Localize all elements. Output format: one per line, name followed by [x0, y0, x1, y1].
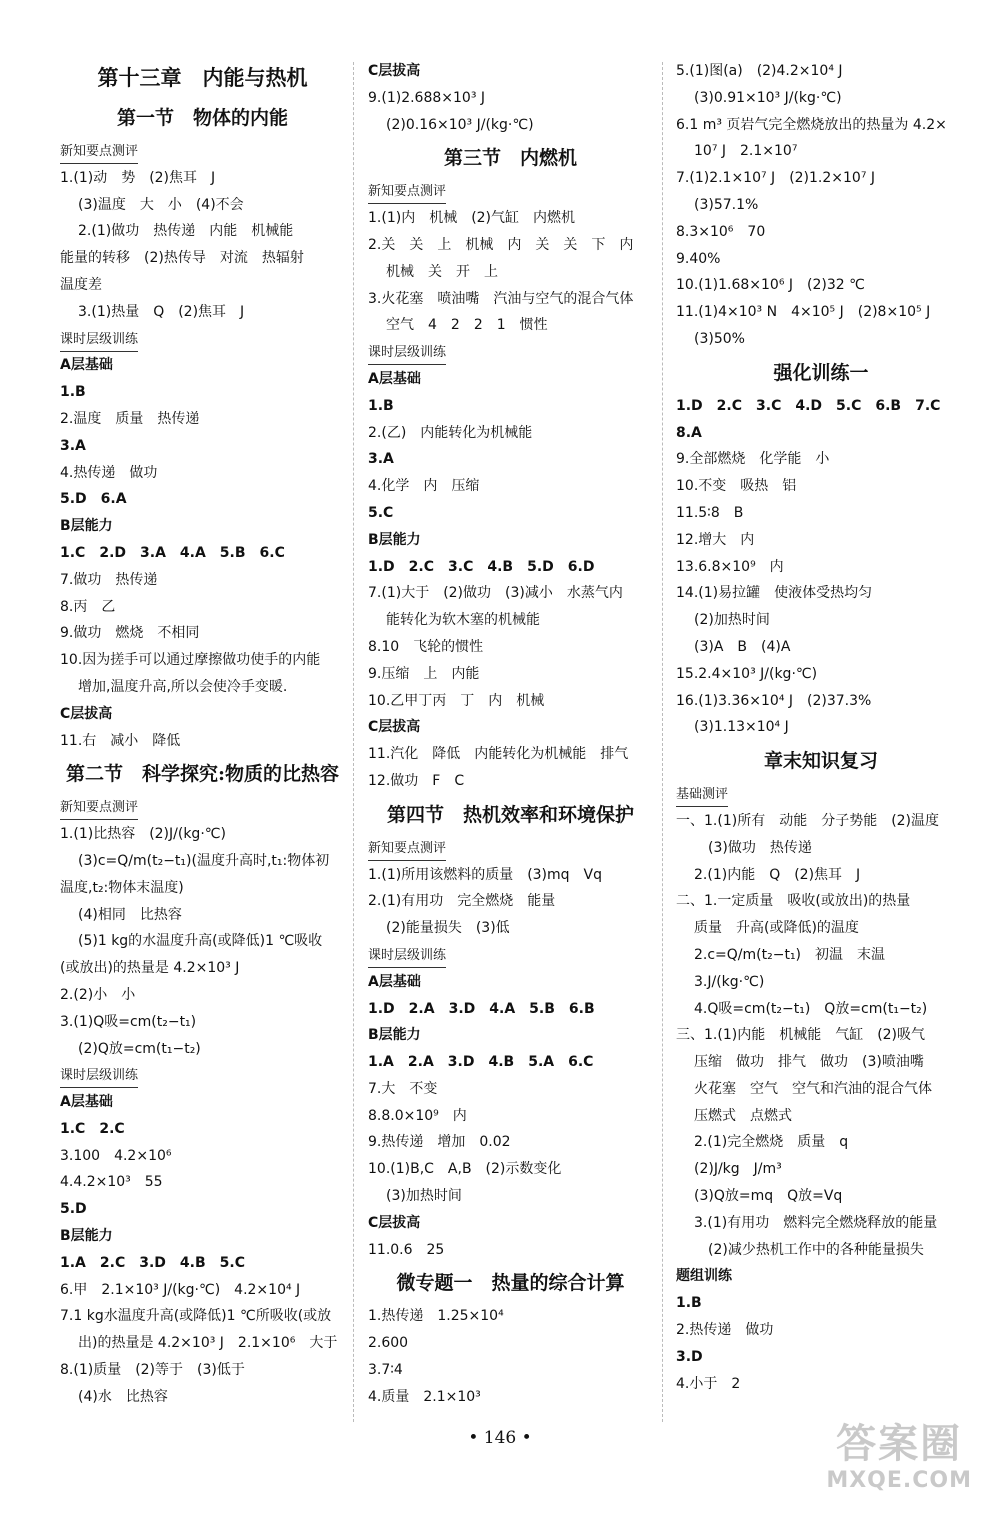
subsection-label-text: 新知要点测评: [368, 838, 446, 861]
answer-line: 4.小于 2: [676, 1375, 741, 1392]
answer-line: 3.100 4.2×10⁶: [60, 1147, 172, 1164]
answer-line: 3.J/(kg·℃): [694, 973, 765, 990]
answer-line: 5.D 6.A: [60, 491, 127, 508]
answer-line: 14.(1)易拉罐 使液体受热均匀: [676, 585, 873, 602]
level-heading: A层基础: [368, 973, 421, 990]
page-number: • 146 •: [468, 1428, 532, 1448]
answer-line: 1.B: [676, 1295, 702, 1312]
answer-line: 1.B: [60, 384, 86, 401]
answer-line: 2.热传递 做功: [676, 1322, 774, 1339]
level-heading: B层能力: [60, 518, 113, 535]
answer-line: 10.因为搓手可以通过摩擦做功使手的内能: [60, 652, 321, 669]
answer-line: 16.(1)3.36×10⁴ J (2)37.3%: [676, 692, 872, 709]
answer-line: (2)Q放=cm(t₁−t₂): [78, 1040, 201, 1057]
subsection-label-text: 新知要点测评: [368, 181, 446, 204]
subsection-label-text: 课时层级训练: [60, 1065, 138, 1088]
section-title: 强化训练一: [773, 361, 869, 384]
answer-line: 9.40%: [676, 250, 721, 267]
level-heading: C层拔高: [368, 1214, 421, 1231]
answer-column-3: [676, 58, 966, 1397]
answer-line: (3)1.13×10⁴ J: [694, 719, 789, 736]
answer-line: 3.D: [676, 1348, 703, 1365]
answer-line: 能量的转移 (2)热传导 对流 热辐射: [60, 250, 304, 267]
answer-line: (3)57.1%: [694, 196, 759, 213]
answer-line: 5.D: [60, 1201, 87, 1218]
answer-line: 3.A: [60, 437, 86, 454]
answer-line: (2)能量损失 (3)低: [386, 920, 510, 937]
answer-line: 7.(1)2.1×10⁷ J (2)1.2×10⁷ J: [676, 170, 876, 187]
answer-line: 2.关 关 上 机械 内 关 关 下 内: [368, 236, 634, 253]
answer-line: 1.(1)所用该燃料的质量 (3)mq Vq: [368, 866, 603, 883]
answer-line: 2.(乙) 内能转化为机械能: [368, 424, 533, 441]
answer-line: 8.10 飞轮的惯性: [368, 638, 484, 655]
answer-line: 3.火花塞 喷油嘴 汽油与空气的混合气体: [368, 290, 634, 307]
watermark-logo: [826, 1420, 972, 1493]
section-title: 第十三章 内能与热机: [97, 65, 308, 90]
answer-line: 4.Q吸=cm(t₂−t₁) Q放=cm(t₁−t₂): [694, 1000, 928, 1017]
answer-line: (3)A B (4)A: [694, 638, 791, 655]
column-divider: [662, 62, 663, 1422]
subsection-label-text: 课时层级训练: [368, 342, 446, 365]
subsection-label-text: 基础测评: [676, 784, 728, 807]
subsection-label: [676, 781, 966, 808]
answer-line: 5.C: [368, 504, 394, 521]
watermark-url: MXQE.COM: [826, 1468, 972, 1493]
section-title: 微专题一 热量的综合计算: [396, 1272, 625, 1295]
answer-line: 7.1 kg水温度升高(或降低)1 ℃所吸收(或放: [60, 1308, 332, 1325]
answer-line: (3)Q放=mq Q放=Vq: [694, 1188, 843, 1205]
answer-line: 7.(1)大于 (2)做功 (3)减小 水蒸气内: [368, 585, 623, 602]
answer-line: 8.A: [676, 424, 702, 441]
answer-line: 11.0.6 25: [368, 1241, 445, 1258]
answer-line: 2.(1)完全燃烧 质量 q: [694, 1134, 849, 1151]
answer-line: 2.c=Q/m(t₂−t₁) 初温 末温: [694, 946, 886, 963]
subsection-label: [368, 835, 653, 862]
answer-line: (4)水 比热容: [78, 1388, 168, 1405]
answer-line: 10.(1)B,C A,B (2)示数变化: [368, 1161, 562, 1178]
answer-line: 压燃式 点燃式: [694, 1107, 792, 1124]
subsection-label: [368, 178, 653, 205]
answer-line: (2)减少热机工作中的各种能量损失: [694, 1241, 924, 1258]
answer-line: 8.丙 乙: [60, 598, 116, 615]
level-heading: B层能力: [368, 531, 421, 548]
answer-line: 8.3×10⁶ 70: [676, 223, 766, 240]
answer-line: 6.甲 2.1×10³ J/(kg·℃) 4.2×10⁴ J: [60, 1281, 301, 1298]
answer-line: 1.A 2.C 3.D 4.B 5.C: [60, 1254, 245, 1271]
answer-line: 4.质量 2.1×10³: [368, 1388, 481, 1405]
section-title: 第一节 物体的内能: [116, 107, 288, 129]
answer-line: 10⁷ J 2.1×10⁷: [694, 143, 798, 160]
answer-line: 15.2.4×10³ J/(kg·℃): [676, 665, 818, 682]
answer-line: 10.乙甲丁丙 丁 内 机械: [368, 692, 545, 709]
answer-line: (3)加热时间: [386, 1188, 462, 1205]
answer-line: 2.(1)内能 Q (2)焦耳 J: [694, 866, 861, 883]
watermark-cn: 答案圈: [836, 1421, 963, 1467]
answer-line: 2.(2)小 小: [60, 986, 136, 1003]
answer-column-1: [60, 58, 345, 1411]
answer-line: 机械 关 开 上: [386, 263, 498, 280]
answer-line: 1.热传递 1.25×10⁴: [368, 1308, 504, 1325]
answer-line: 1.(1)动 势 (2)焦耳 J: [60, 169, 216, 186]
level-heading: C层拔高: [368, 63, 421, 79]
answer-line: 2.(1)做功 热传递 内能 机械能: [78, 223, 294, 240]
answer-line: 2.温度 质量 热传递: [60, 410, 200, 427]
answer-line: 2.600: [368, 1335, 409, 1352]
level-heading: C层拔高: [60, 705, 113, 722]
answer-line: 10.(1)1.68×10⁶ J (2)32 ℃: [676, 277, 865, 294]
subsection-label: [60, 326, 345, 353]
answer-line: (2)加热时间: [694, 612, 770, 629]
section-title: 第二节 科学探究:物质的比热容: [65, 763, 339, 786]
answer-line: (3)温度 大 小 (4)不会: [78, 196, 244, 213]
answer-line: 12.增大 内: [676, 531, 755, 548]
answer-line: 9.热传递 增加 0.02: [368, 1134, 511, 1151]
answer-line: 11.右 减小 降低: [60, 732, 181, 749]
level-heading: A层基础: [368, 370, 421, 387]
section-title: 第三节 内燃机: [443, 147, 577, 170]
answer-line: 1.(1)内 机械 (2)气缸 内燃机: [368, 210, 576, 227]
level-heading: B层能力: [368, 1027, 421, 1044]
answer-line: 9.做功 燃烧 不相同: [60, 625, 200, 642]
subsection-label: [368, 339, 653, 366]
answer-line: 3.A: [368, 451, 394, 468]
subsection-label: [60, 794, 345, 821]
answer-line: 11.5∶8 B: [676, 504, 744, 521]
answer-line: 3.7∶4: [368, 1362, 403, 1379]
answer-line: 三、1.(1)内能 机械能 气缸 (2)吸气: [676, 1027, 926, 1044]
answer-line: (5)1 kg的水温度升高(或降低)1 ℃吸收: [78, 933, 323, 950]
answer-line: 4.热传递 做功: [60, 464, 158, 481]
answer-line: (4)相同 比热容: [78, 906, 182, 923]
answer-line: 1.(1)比热容 (2)J/(kg·℃): [60, 826, 226, 843]
answer-line: 6.1 m³ 页岩气完全燃烧放出的热量为 4.2×: [676, 116, 947, 133]
level-heading: C层拔高: [368, 719, 421, 736]
answer-line: 12.做功 F C: [368, 772, 465, 789]
answer-line: 4.化学 内 压缩: [368, 478, 480, 495]
answer-line: 7.大 不变: [368, 1080, 438, 1097]
subsection-label: [60, 1062, 345, 1089]
answer-column-2: [368, 58, 653, 1411]
answer-line: 质量 升高(或降低)的温度: [694, 920, 859, 937]
answer-line: 9.全部燃烧 化学能 小: [676, 451, 830, 468]
answer-line: (3)0.91×10³ J/(kg·℃): [694, 89, 842, 106]
answer-line: 一、1.(1)所有 动能 分子势能 (2)温度: [676, 812, 940, 829]
answer-line: 11.汽化 降低 内能转化为机械能 排气: [368, 746, 629, 763]
answer-line: 温度,t₂:物体末温度): [60, 879, 184, 896]
subsection-label-text: 新知要点测评: [60, 797, 138, 820]
answer-line: 1.D 2.C 3.C 4.D 5.C 6.B 7.C: [676, 397, 941, 414]
subsection-label: [60, 138, 345, 165]
answer-line: 1.B: [368, 397, 394, 414]
subsection-label-text: 新知要点测评: [60, 141, 138, 164]
answer-line: 3.(1)热量 Q (2)焦耳 J: [78, 303, 245, 320]
answer-line: 9.(1)2.688×10³ J: [368, 89, 486, 106]
answer-line: 温度差: [60, 276, 102, 293]
answer-line: 1.D 2.A 3.D 4.A 5.B 6.B: [368, 1000, 595, 1017]
answer-line: 5.(1)图(a) (2)4.2×10⁴ J: [676, 63, 843, 79]
answer-line: 出)的热量是 4.2×10³ J 2.1×10⁶ 大于: [78, 1335, 338, 1352]
answer-line: 8.(1)质量 (2)等于 (3)低于: [60, 1362, 245, 1379]
answer-line: 二、1.一定质量 吸收(或放出)的热量: [676, 893, 911, 910]
answer-line: 火花塞 空气 空气和汽油的混合气体: [694, 1080, 932, 1097]
answer-line: 1.C 2.C: [60, 1120, 125, 1137]
answer-line: 能转化为软木塞的机械能: [386, 612, 540, 629]
answer-line: 1.C 2.D 3.A 4.A 5.B 6.C: [60, 544, 285, 561]
answer-line: (2)J/kg J/m³: [694, 1161, 782, 1178]
subsection-label-text: 课时层级训练: [60, 329, 138, 352]
answer-line: (2)0.16×10³ J/(kg·℃): [386, 116, 534, 133]
answer-line: 压缩 做功 排气 做功 (3)喷油嘴: [694, 1054, 924, 1071]
answer-line: (3)50%: [694, 330, 745, 347]
answer-line: 9.压缩 上 内能: [368, 665, 480, 682]
level-heading: A层基础: [60, 357, 113, 374]
answer-line: 3.(1)有用功 燃料完全燃烧释放的能量: [694, 1214, 938, 1231]
answer-line: 2.(1)有用功 完全燃烧 能量: [368, 893, 556, 910]
section-title: 章末知识复习: [763, 750, 878, 773]
answer-line: (3)c=Q/m(t₂−t₁)(温度升高时,t₁:物体初: [78, 852, 330, 869]
answer-line: 11.(1)4×10³ N 4×10⁵ J (2)8×10⁵ J: [676, 304, 931, 321]
level-heading: B层能力: [60, 1228, 113, 1245]
answer-line: 10.不变 吸热 铝: [676, 478, 797, 495]
answer-line: 空气 4 2 2 1 惯性: [386, 317, 548, 334]
answer-line: (或放出)的热量是 4.2×10³ J: [60, 960, 240, 977]
answer-line: 1.A 2.A 3.D 4.B 5.A 6.C: [368, 1054, 594, 1071]
level-heading: A层基础: [60, 1094, 113, 1111]
answer-line: 7.做功 热传递: [60, 571, 158, 588]
answer-line: 4.4.2×10³ 55: [60, 1174, 163, 1191]
column-divider: [353, 62, 354, 1422]
answer-line: (3)做功 热传递: [694, 839, 812, 856]
section-title: 第四节 热机效率和环境保护: [386, 803, 634, 826]
level-heading: 题组训练: [676, 1268, 732, 1285]
subsection-label-text: 课时层级训练: [368, 945, 446, 968]
answer-line: 8.8.0×10⁹ 内: [368, 1107, 467, 1124]
answer-line: 3.(1)Q吸=cm(t₂−t₁): [60, 1013, 197, 1030]
answer-line: 增加,温度升高,所以会使冷手变暖.: [78, 678, 288, 695]
answer-line: 13.6.8×10⁹ 内: [676, 558, 784, 575]
answer-line: 1.D 2.C 3.C 4.B 5.D 6.D: [368, 558, 595, 575]
subsection-label: [368, 942, 653, 969]
